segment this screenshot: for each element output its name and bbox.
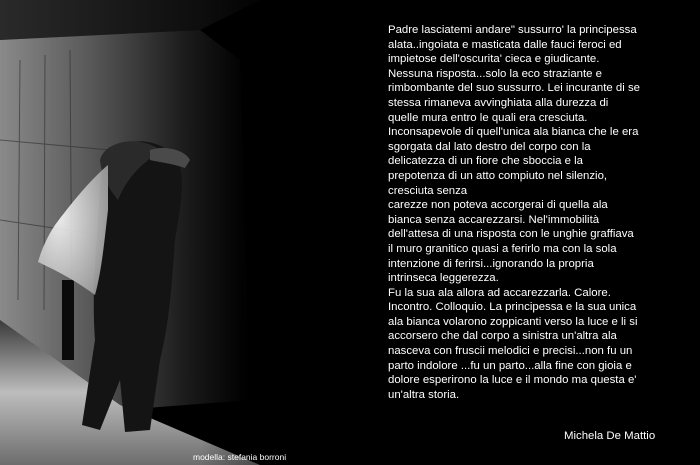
author-name: Michela De Mattio xyxy=(564,430,656,442)
poem-body: Padre lasciatemi andare" sussurro' la principessa alata..ingoiata e masticata dalle fauci feroci ed impietose dell'oscurita' cieca e giudicante. Nessuna risposta...solo la eco straziante e rimbombante del suo sussurro. Lei incurante di se stessa rimaneva avvinghiata alla durezza di quelle mura entro le quali era cresciuta. Inconsapevole di quell'unica ala bianca che le era sgorgata dal lato destro del corpo con la delicatezza di un fiore che sboccia e la prepotenza di un atto compiuto nel silenzio, cresciuta senza carezze non poteva accorgerai di quella ala bianca senza accarezzarsi. Nel'immobilità dell'attesa di una risposta con le unghie graffiava il muro granitico quasi a ferirlo ma con la sola intenzione di ferirsi...ignorando la propria intrinseca leggerezza. Fu la sua ala allora ad accarezzarla. Calore. Incontro. Colloquio. La principessa e la sua unica ala bianca volarono zoppicanti verso la luce e li si accorsero che dal corpo a sinistra un'altra ala nasceva con fruscii melodici e precisi...non fu un parto indolore ...fu un parto...alla fine con gioia e dolore esperirono la luce e il mondo ma questa e' un'altra storia. xyxy=(388,24,640,401)
poem-text xyxy=(388,23,688,402)
dark-edge xyxy=(200,0,380,465)
doorway-shadow xyxy=(62,280,74,360)
model-credit: modella: stefania borroni xyxy=(193,452,287,462)
